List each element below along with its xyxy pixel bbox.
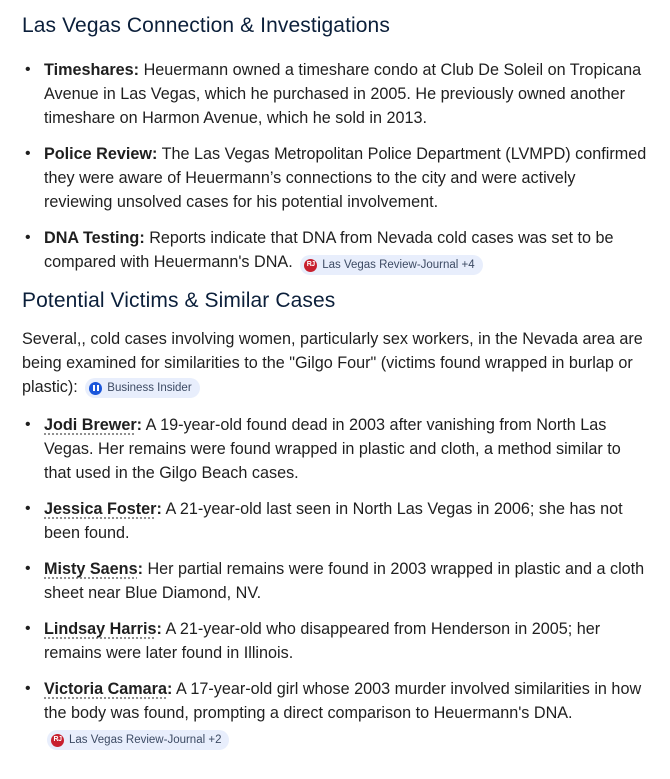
- list-item: [22, 557, 648, 605]
- source-chip-review-journal[interactable]: [300, 255, 482, 275]
- section-heading-las-vegas: Las Vegas Connection & Investigations: [22, 14, 390, 37]
- item-colon: :: [166, 680, 173, 698]
- item-text: A 19-year-old found dead in 2003 after vanishing from North Las Vegas. Her remains were found wrapped in plastic and cloth, a method similar to that used in the Gilgo Beach cases.: [44, 416, 621, 482]
- item-text: Reports indicate that DNA from Nevada cold cases was set to be compared with Heuermann's DNA.: [44, 229, 614, 271]
- item-text: Heuermann owned a timeshare condo at Club De Soleil on Tropicana Avenue in Las Vegas, which he purchased in 2005. He previously owned another timeshare on Harmon Avenue, which he sold in 2013.: [44, 61, 642, 127]
- item-text: A 21-year-old last seen in North Las Vegas in 2006; she has not been found.: [44, 500, 623, 542]
- list-item: [22, 58, 648, 130]
- bullet-icon: •: [25, 145, 31, 162]
- item-colon: :: [156, 620, 162, 638]
- list-item: [22, 226, 648, 275]
- list-item: [22, 413, 648, 485]
- source-chip-review-journal[interactable]: [47, 730, 229, 750]
- source-chip-label: Las Vegas Review-Journal +4: [322, 259, 475, 271]
- item-term: DNA Testing:: [44, 229, 145, 247]
- item-colon: :: [136, 416, 143, 434]
- item-colon: :: [137, 560, 143, 578]
- victim-name-link[interactable]: Lindsay Harris: [44, 620, 157, 638]
- victim-name-link[interactable]: Misty Saens: [44, 560, 138, 578]
- list-item: [22, 142, 648, 214]
- list-item: [22, 497, 648, 545]
- victim-name-link[interactable]: Jodi Brewer: [44, 416, 137, 434]
- review-journal-logo-icon: RJ: [304, 259, 317, 272]
- victim-name-link[interactable]: Jessica Foster: [44, 500, 157, 518]
- source-chip-label: Business Insider: [107, 382, 192, 394]
- item-text: The Las Vegas Metropolitan Police Department (LVMPD) confirmed they were aware of Heuermann’s connections to the city and were actively reviewing unsolved cases for his potential involvement.: [44, 145, 647, 211]
- bullet-icon: •: [25, 500, 31, 517]
- victim-name-link[interactable]: Victoria Camara: [44, 680, 167, 698]
- las-vegas-list: [22, 58, 648, 275]
- intro-paragraph: [22, 327, 648, 399]
- item-term: Police Review:: [44, 145, 158, 163]
- bullet-icon: •: [25, 620, 31, 637]
- item-term: Timeshares:: [44, 61, 140, 79]
- bullet-icon: •: [25, 61, 31, 78]
- victims-list: [22, 413, 648, 750]
- item-text: A 17-year-old girl whose 2003 murder involved similarities in how the body was found, prompting a direct comparison to Heuermann's DNA.: [44, 680, 642, 722]
- bullet-icon: •: [25, 680, 31, 697]
- bullet-icon: •: [25, 416, 31, 433]
- section-heading-potential-victims: Potential Victims & Similar Cases: [22, 289, 336, 312]
- item-colon: :: [156, 500, 162, 518]
- intro-text: Several,, cold cases involving women, particularly sex workers, in the Nevada area are being examined for similarities to the "Gilgo Four" (victims found wrapped in burlap or plastic):: [22, 330, 643, 396]
- item-text: Her partial remains were found in 2003 wrapped in plastic and a cloth sheet near Blue Diamond, NV.: [44, 560, 645, 602]
- business-insider-logo-icon: [89, 382, 102, 395]
- source-chip-business-insider[interactable]: [85, 378, 199, 398]
- item-text: A 21-year-old who disappeared from Henderson in 2005; her remains were later found in Illinois.: [44, 620, 601, 662]
- list-item: [22, 677, 648, 750]
- bullet-icon: •: [25, 229, 31, 246]
- source-chip-label: Las Vegas Review-Journal +2: [69, 734, 222, 746]
- list-item: [22, 617, 648, 665]
- review-journal-logo-icon: RJ: [51, 734, 64, 747]
- bullet-icon: •: [25, 560, 31, 577]
